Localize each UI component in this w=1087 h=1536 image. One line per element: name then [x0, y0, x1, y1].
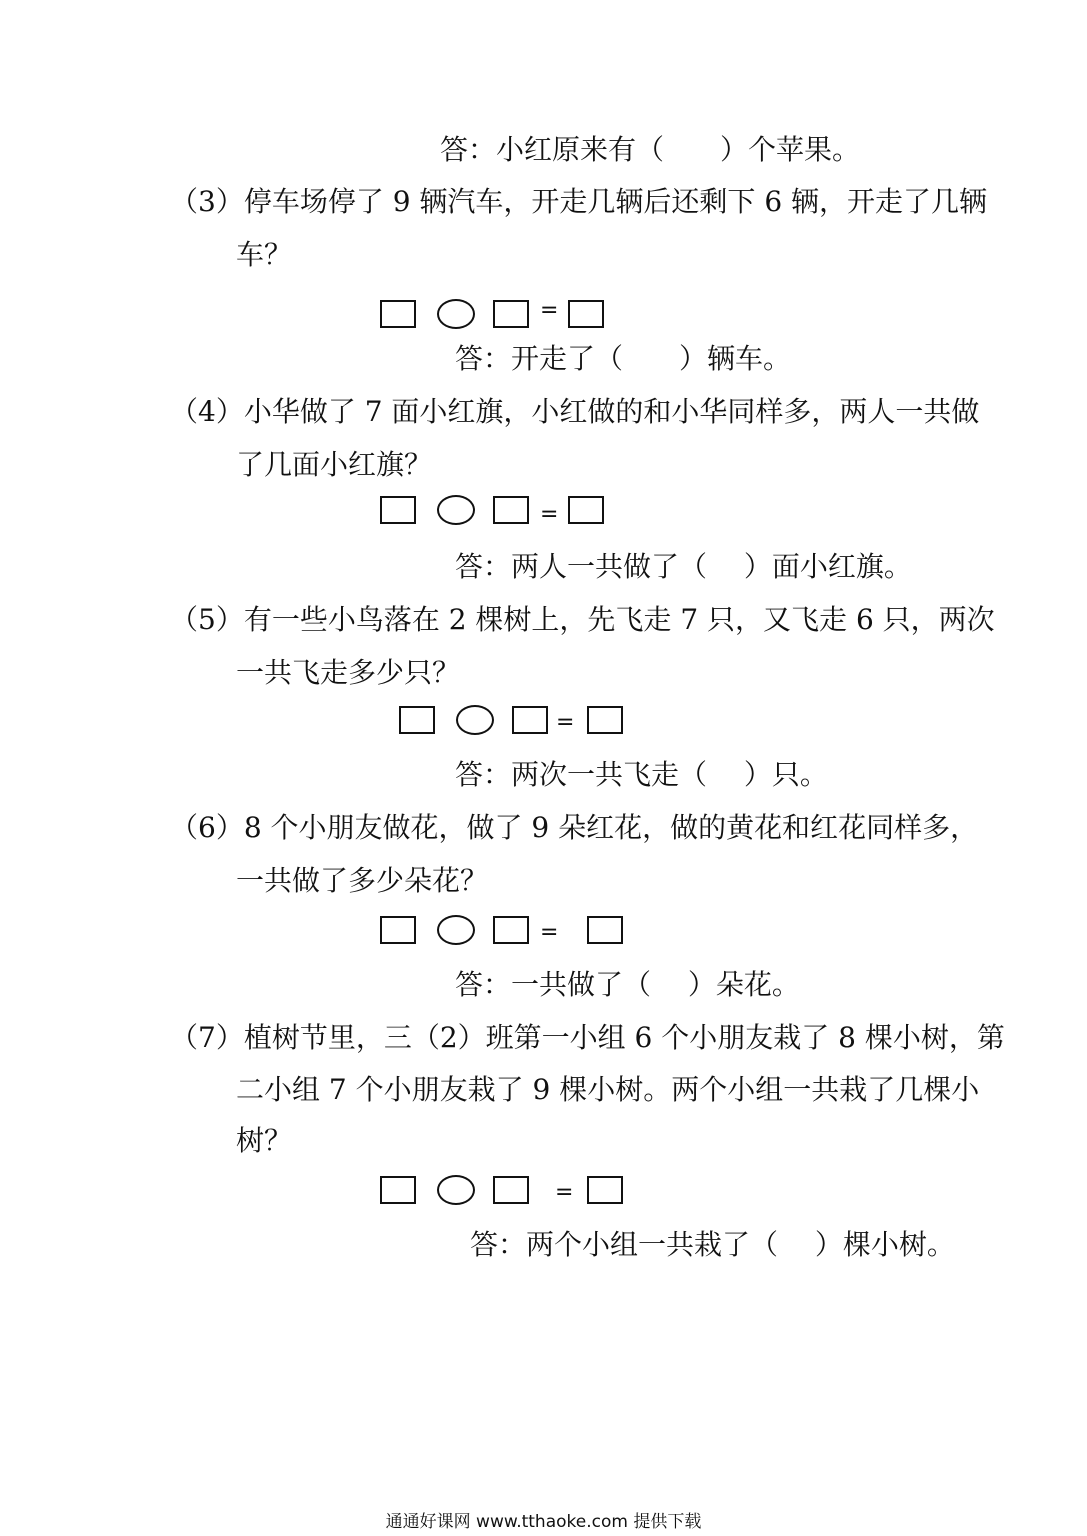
answer-line: 答：两人一共做了（ ）面小红旗。: [455, 550, 912, 583]
equals-sign: =: [555, 1180, 574, 1205]
problem-text: 二小组 7 个小朋友栽了 9 棵小树。两个小组一共栽了几棵小: [236, 1073, 980, 1106]
result-box[interactable]: [568, 496, 604, 524]
blank-box[interactable]: [399, 706, 435, 734]
operator-circle[interactable]: [437, 299, 475, 329]
result-box[interactable]: [587, 916, 623, 944]
operator-circle[interactable]: [437, 915, 475, 945]
footer-credit: 通通好课网 www.tthaoke.com 提供下载: [385, 1512, 702, 1532]
blank-box[interactable]: [493, 300, 529, 328]
blank-box[interactable]: [380, 1176, 416, 1204]
problem-text: 一共飞走多少只？: [236, 656, 461, 689]
problem-text: （5）有一些小鸟落在 2 棵树上，先飞走 7 只，又飞走 6 只，两次: [170, 603, 995, 636]
problem-text: 一共做了多少朵花？: [236, 864, 489, 897]
problem-text: （3）停车场停了 9 辆汽车，开走几辆后还剩下 6 辆，开走了几辆: [170, 185, 988, 218]
equals-sign: =: [540, 920, 559, 945]
result-box[interactable]: [587, 706, 623, 734]
problem-text: 树？: [236, 1124, 293, 1157]
operator-circle[interactable]: [437, 495, 475, 525]
equals-sign: =: [540, 298, 559, 323]
answer-line: 答：开走了（ ）辆车。: [455, 342, 792, 375]
blank-box[interactable]: [493, 496, 529, 524]
blank-box[interactable]: [380, 300, 416, 328]
blank-box[interactable]: [380, 496, 416, 524]
answer-line: 答：两次一共飞走（ ）只。: [455, 758, 828, 791]
operator-circle[interactable]: [437, 1175, 475, 1205]
operator-circle[interactable]: [456, 705, 494, 735]
equals-sign: =: [540, 502, 559, 527]
blank-box[interactable]: [380, 916, 416, 944]
problem-text: （4）小华做了 7 面小红旗，小红做的和小华同样多，两人一共做: [170, 395, 980, 428]
blank-box[interactable]: [512, 706, 548, 734]
problem-text: （6）8 个小朋友做花，做了 9 朵红花，做的黄花和红花同样多，: [170, 811, 979, 844]
answer-line: 答：两个小组一共栽了（ ）棵小树。: [470, 1228, 955, 1261]
blank-box[interactable]: [493, 916, 529, 944]
blank-box[interactable]: [493, 1176, 529, 1204]
problem-text: 车？: [236, 238, 293, 271]
problem-text: （7）植树节里，三（2）班第一小组 6 个小朋友栽了 8 棵小树，第: [170, 1021, 1005, 1054]
answer-line-apples: 答：小红原来有（ ）个苹果。: [440, 133, 861, 166]
problem-text: 了几面小红旗？: [236, 448, 433, 481]
result-box[interactable]: [568, 300, 604, 328]
equals-sign: =: [556, 710, 575, 735]
result-box[interactable]: [587, 1176, 623, 1204]
answer-line: 答：一共做了（ ）朵花。: [455, 968, 800, 1001]
